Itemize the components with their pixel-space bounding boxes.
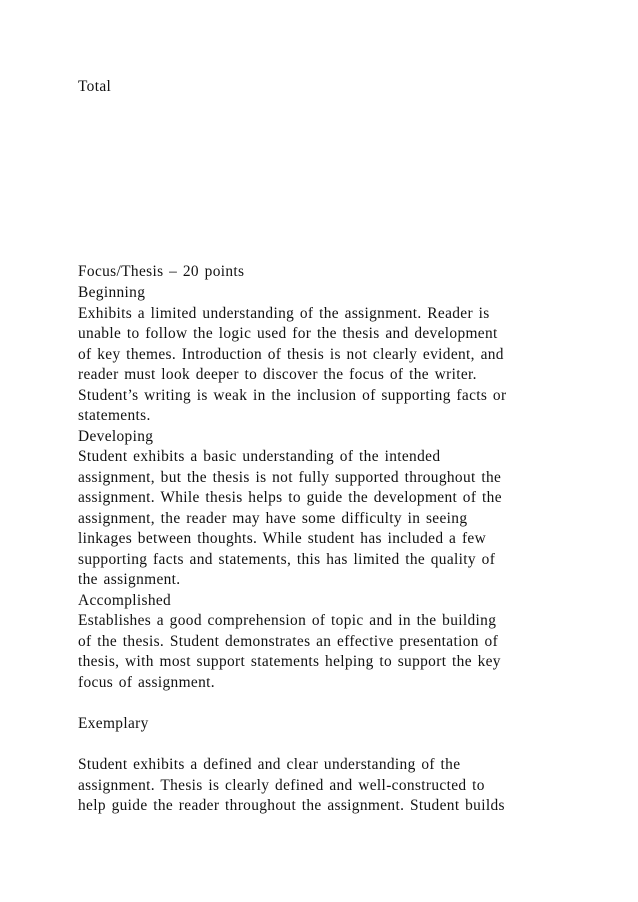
beginning-line: reader must look deeper to discover the focus of the writer. <box>78 366 477 383</box>
developing-line: linkages between thoughts. While student has included a few <box>78 530 487 547</box>
developing-line: supporting facts and statements, this has limited the quality of <box>78 551 496 568</box>
section-title: Focus/Thesis – 20 points <box>78 263 245 280</box>
level-label-exemplary: Exemplary <box>78 715 149 732</box>
developing-line: Student exhibits a basic understanding of the intended <box>78 448 441 465</box>
beginning-line: unable to follow the logic used for the thesis and development <box>78 325 498 342</box>
developing-line: the assignment. <box>78 571 181 588</box>
accomplished-line: thesis, with most support statements helping to support the key <box>78 653 501 670</box>
accomplished-line: of the thesis. Student demonstrates an effective presentation of <box>78 633 499 650</box>
level-label-developing: Developing <box>78 428 154 445</box>
level-label-beginning: Beginning <box>78 284 146 301</box>
accomplished-line: focus of assignment. <box>78 674 215 691</box>
beginning-line: Exhibits a limited understanding of the assignment. Reader is <box>78 305 490 322</box>
developing-line: assignment. While thesis helps to guide the development of the <box>78 489 502 506</box>
exemplary-line: assignment. Thesis is clearly defined and well-constructed to <box>78 777 485 794</box>
level-label-accomplished: Accomplished <box>78 592 172 609</box>
total-heading: Total <box>78 78 112 95</box>
beginning-line: of key themes. Introduction of thesis is not clearly evident, and <box>78 346 504 363</box>
developing-line: assignment, the reader may have some difficulty in seeing <box>78 510 468 527</box>
exemplary-line: help guide the reader throughout the assignment. Student builds <box>78 797 505 814</box>
developing-line: assignment, but the thesis is not fully supported throughout the <box>78 469 502 486</box>
exemplary-line: Student exhibits a defined and clear understanding of the <box>78 756 461 773</box>
beginning-line: Student’s writing is weak in the inclusion of supporting facts or <box>78 387 507 404</box>
accomplished-line: Establishes a good comprehension of topic and in the building <box>78 612 497 629</box>
beginning-line: statements. <box>78 407 151 424</box>
